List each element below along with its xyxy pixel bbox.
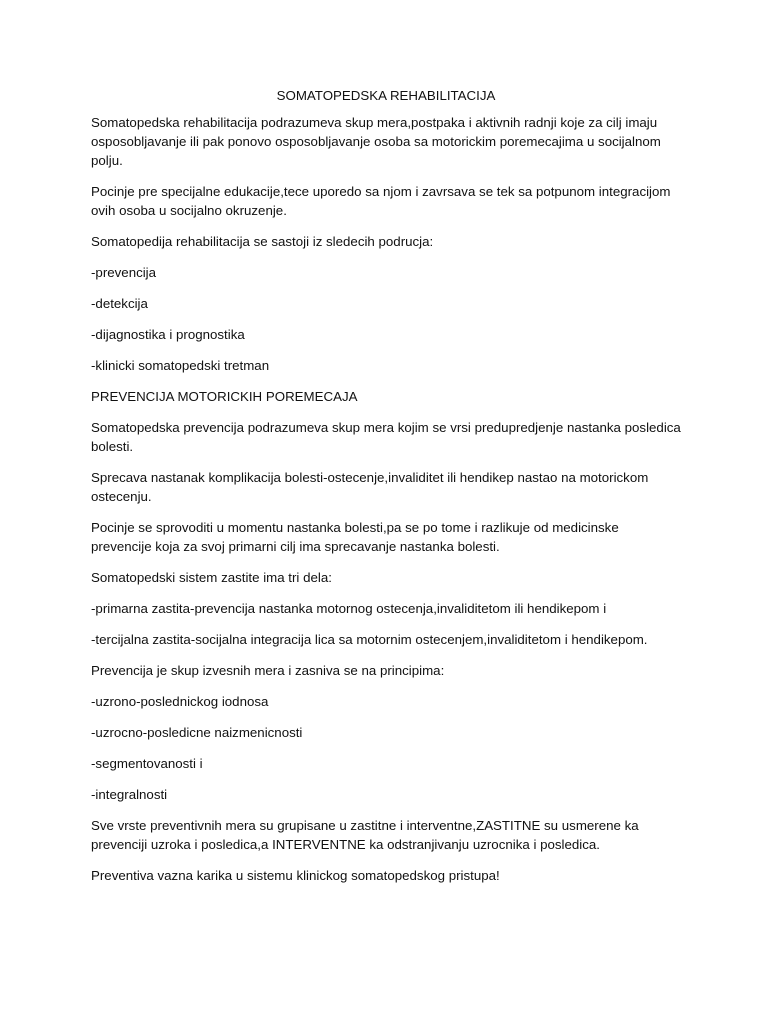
paragraph-intro: Somatopedska rehabilitacija podrazumeva skup mera,postpaka i aktivnih radnji koje za cilj imaju osposobljavanje ili pak ponovo osposobljavanje osoba sa motorickim poremecajima u socijalnom polju. xyxy=(91,115,661,168)
list-item-tercijalna-zastita: -tercijalna zastita-socijalna integracija lica sa motornim ostecenjem,invaliditetom i hendikepom. xyxy=(91,632,648,647)
paragraph-preventivne-mere: Sve vrste preventivnih mera su grupisane u zastitne i interventne,ZASTITNE su usmerene ka prevenciji uzroka i posledica,a INTERVENTNE ka odstranjivanju uzrocnika i posledica. xyxy=(91,818,639,852)
list-item-segmentovanosti: -segmentovanosti i xyxy=(91,756,203,771)
paragraph-sistem-zastite: Somatopedski sistem zastite ima tri dela: xyxy=(91,570,332,585)
list-item-dijagnostika: -dijagnostika i prognostika xyxy=(91,327,245,342)
document-title: SOMATOPEDSKA REHABILITACIJA xyxy=(276,88,496,103)
paragraph-principi: Prevencija je skup izvesnih mera i zasniva se na principima: xyxy=(91,663,445,678)
list-item-primarna-zastita: -primarna zastita-prevencija nastanka motornog ostecenja,invaliditetom ili hendikepom i xyxy=(91,601,607,616)
list-item-prevencija: -prevencija xyxy=(91,265,157,280)
paragraph-areas-heading: Somatopedija rehabilitacija se sastoji iz sledecih podrucja: xyxy=(91,234,434,249)
list-item-uzrono: -uzrono-poslednickog iodnosa xyxy=(91,694,269,709)
list-item-tretman: -klinicki somatopedski tretman xyxy=(91,358,270,373)
list-item-integralnosti: -integralnosti xyxy=(91,787,168,802)
list-item-uzrocno: -uzrocno-posledicne naizmenicnosti xyxy=(91,725,303,740)
paragraph-start: Pocinje pre specijalne edukacije,tece uporedo sa njom i zavrsava se tek sa potpunom integracijom ovih osoba u socijalno okruzenje. xyxy=(91,184,671,218)
list-item-detekcija: -detekcija xyxy=(91,296,148,311)
paragraph-closing: Preventiva vazna karika u sistemu klinickog somatopedskog pristupa! xyxy=(91,868,500,883)
paragraph-pocinje: Pocinje se sprovoditi u momentu nastanka bolesti,pa se po tome i razlikuje od medicinske prevencije koja za svoj primarni cilj ima sprecavanje nastanka bolesti. xyxy=(91,520,619,554)
document-page xyxy=(91,86,681,897)
section-heading-prevencija: PREVENCIJA MOTORICKIH POREMECAJA xyxy=(91,389,358,404)
paragraph-prevencija-definition: Somatopedska prevencija podrazumeva skup mera kojim se vrsi predupredjenje nastanka posledica bolesti. xyxy=(91,420,681,454)
paragraph-komplikacije: Sprecava nastanak komplikacija bolesti-ostecenje,invaliditet ili hendikep nastao na motorickom ostecenju. xyxy=(91,470,649,504)
